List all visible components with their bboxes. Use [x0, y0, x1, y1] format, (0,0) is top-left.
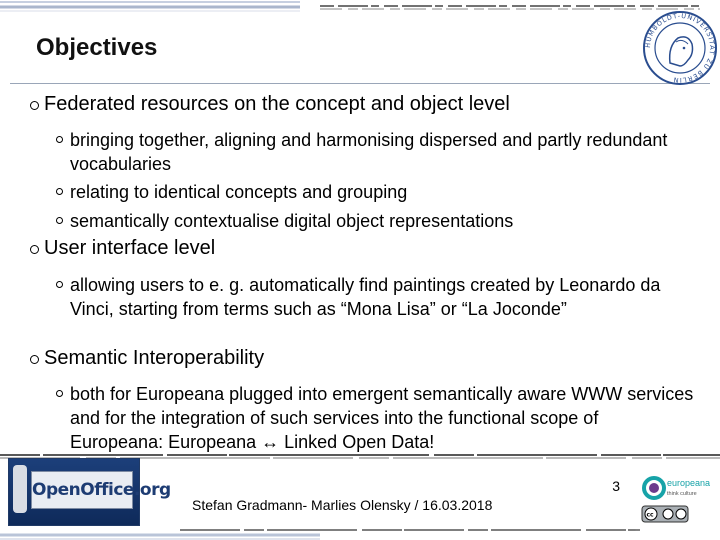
seal-lettering: HUMBOLDT-UNIVERSITÄT ZU BERLIN	[643, 11, 717, 85]
bullet-dot-icon	[56, 281, 63, 288]
slide-title: Objectives	[36, 34, 158, 61]
header-decoration-band	[0, 0, 720, 14]
bullet-text: relating to identical concepts and grouping	[70, 182, 408, 202]
bullet-dot-icon	[56, 188, 63, 195]
openoffice-logo	[8, 458, 171, 526]
bullet-dot-icon	[30, 245, 39, 254]
bullet-text: Federated resources on the concept and object level	[44, 93, 510, 115]
bullet-dot-icon	[56, 390, 63, 397]
bullet-text: bringing together, aligning and harmonising dispersed and partly redundant vocabularies	[70, 130, 668, 174]
openoffice-wordmark: OpenOffice.org	[31, 471, 133, 509]
europeana-tagline: think culture	[667, 491, 697, 497]
page-number: 3	[612, 478, 620, 494]
bullet-text: Semantic Interoperability	[44, 347, 265, 369]
bullet-level2-item	[56, 128, 696, 176]
bullet-level2-item	[56, 382, 696, 454]
bullet-level2-item	[56, 273, 696, 321]
footer-credits: Stefan Gradmann- Marlies Olensky / 16.03.2018	[192, 497, 493, 513]
bullet-text: semantically contextualise digital object representations	[70, 211, 514, 231]
europeana-logo	[640, 470, 712, 530]
bullet-level2-item	[56, 180, 696, 204]
humboldt-university-seal-icon	[640, 8, 720, 88]
openoffice-bird-icon	[13, 465, 27, 513]
europeana-wordmark: europeana	[667, 478, 711, 488]
title-divider	[10, 83, 710, 84]
bullet-level2-item	[56, 209, 696, 233]
bullet-text: allowing users to e. g. automatically find paintings created by Leonardo da Vinci, starting from terms such as “Mona Lisa” or “La Joconde”	[70, 275, 661, 319]
bullet-text: both for Europeana plugged into emergent semantically aware WWW services and for the integration of such services into the functional scope of Europeana: Europeana ↔ Linked Open Data!	[70, 384, 694, 452]
bullet-dot-icon	[56, 217, 63, 224]
cc-mark: cc	[646, 511, 654, 519]
bullet-dot-icon	[30, 101, 39, 110]
bullet-dot-icon	[56, 136, 63, 143]
bullet-text: User interface level	[44, 237, 216, 259]
bullet-dot-icon	[30, 355, 39, 364]
